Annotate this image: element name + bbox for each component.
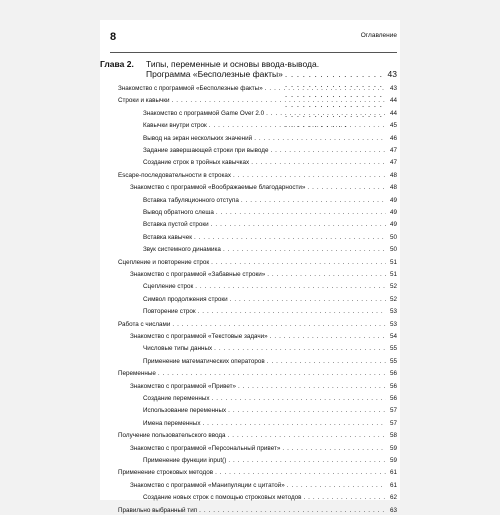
dot-leader (199, 506, 386, 515)
toc-entry (143, 456, 397, 465)
toc-entry-title: Звук системного динамика (143, 246, 221, 254)
toc-entry-title: Знакомство с программой Game Over 2.0 (143, 109, 265, 117)
toc-entry-title: Escape-последовательности в строках (118, 171, 232, 179)
dot-leader (251, 158, 386, 167)
toc-entry-page: 49 (389, 196, 397, 204)
dot-leader (202, 419, 386, 428)
toc-entry (143, 282, 397, 291)
dot-leader (228, 431, 386, 440)
toc-entry (130, 444, 397, 453)
toc-entry (143, 220, 397, 229)
toc-entry (130, 270, 397, 279)
toc-entry (118, 96, 397, 105)
toc-entry-page: 47 (389, 147, 397, 154)
dot-leader (267, 270, 386, 279)
toc-entry-page: 53 (389, 308, 397, 316)
dot-leader (214, 344, 386, 353)
toc-entry-page: 53 (389, 320, 397, 328)
book-page (100, 20, 400, 514)
dot-leader (303, 493, 386, 502)
dot-leader (233, 171, 386, 180)
toc-entry-title: Числовые типы данных (143, 345, 213, 353)
toc-entry-page: 56 (389, 382, 397, 390)
toc-entry-page: 59 (389, 457, 397, 464)
toc-entry-title: Знакомство с программой «Привет» (130, 382, 237, 390)
toc-entry-page: 47 (389, 159, 397, 167)
dot-leader (209, 121, 386, 130)
toc-entry-page: 48 (389, 171, 397, 179)
toc-entry-page: 44 (389, 109, 397, 117)
toc-entry-page: 51 (389, 258, 397, 266)
toc-entry (130, 382, 397, 391)
toc-entry-page: 49 (389, 221, 397, 229)
toc-entry-title: Вставка кавычек (143, 233, 192, 241)
toc-entry (130, 183, 397, 192)
toc-entry-title: Символ продолжения строки (143, 295, 228, 303)
toc-entry-page: 62 (389, 494, 397, 502)
dot-leader (270, 332, 386, 341)
toc-entry (143, 245, 397, 254)
toc-entry-title: Создание строк в тройных кавычках (143, 159, 250, 167)
toc-entry-title: Знакомство с программой «Манипуляции с цитатой» (130, 481, 285, 489)
dot-leader (198, 307, 386, 316)
toc-entry-page: 44 (389, 97, 397, 105)
toc-entry-title: Вывод обратного слеша (143, 209, 214, 216)
dot-leader (194, 233, 386, 242)
dot-leader (287, 481, 386, 490)
toc-entry (130, 481, 397, 490)
toc-entry (143, 406, 397, 415)
toc-entry-title: Применение функции input() (143, 457, 227, 464)
toc-entry-page: 56 (389, 395, 397, 402)
dot-leader (238, 382, 386, 391)
dot-leader (215, 468, 386, 477)
toc-entry-page: 49 (389, 209, 397, 216)
toc-entry-title: Создание переменных (143, 395, 210, 402)
dot-leader (158, 369, 386, 378)
toc-entry-title: Повторение строк (143, 308, 196, 316)
toc-entry-title: Знакомство с программой «Персональный привет» (130, 444, 281, 452)
toc-entry (143, 146, 397, 155)
dot-leader (216, 208, 386, 217)
toc-entry (118, 431, 397, 440)
dot-leader (228, 406, 386, 415)
toc-entry-page: 52 (389, 283, 397, 291)
toc-entry-title: Работа с числами (118, 320, 171, 328)
dot-leader (254, 134, 386, 143)
toc-entry-title: Вывод на экран нескольких значений (143, 134, 253, 142)
toc-entry-title: Знакомство с программой «Забавные строки» (130, 271, 266, 278)
dot-leader (212, 394, 386, 403)
toc-entry (118, 320, 397, 329)
toc-entry-title: Строки и кавычки (118, 97, 170, 105)
dot-leader (270, 146, 386, 155)
toc-entry-page: 57 (389, 419, 397, 427)
toc-entry-title: Задание завершающей строки при выводе (143, 147, 269, 154)
toc-entry-title: Получение пользовательского ввода (118, 432, 226, 440)
toc-entry (118, 369, 397, 378)
toc-entry (143, 344, 397, 353)
dot-leader (172, 320, 386, 329)
toc-entry (143, 196, 397, 205)
toc-entry-page: 55 (389, 345, 397, 353)
toc-entry-page: 61 (389, 481, 397, 489)
toc-entry-page: 56 (389, 370, 397, 378)
toc-entry-title: Знакомство с программой «Воображаемые благодарности» (130, 184, 306, 192)
toc-entry (143, 109, 397, 118)
toc-entry-title: Вставка пустой строки (143, 221, 209, 229)
chapter-title: Типы, переменные и основы ввода-вывода. (146, 59, 320, 69)
toc-entry-page: 57 (389, 407, 397, 415)
toc-entry (143, 121, 397, 130)
toc-entry-title: Сцепление и повторение строк (118, 258, 210, 266)
toc-entry-title: Вставка табуляционного отступа (143, 196, 239, 204)
toc-entry-page: 63 (389, 506, 397, 514)
toc-entry-title: Использование переменных (143, 407, 227, 415)
toc-entry-title: Создание новых строк с помощью строковых методов (143, 494, 302, 502)
toc-entry (118, 468, 397, 477)
toc-entry (143, 158, 397, 167)
toc-entry-page: 52 (389, 295, 397, 303)
dot-leader (266, 109, 386, 118)
dot-leader (211, 220, 386, 229)
toc-entry-page: 43 (389, 85, 397, 92)
toc-entry-page: 46 (389, 134, 397, 142)
toc-entry-page: 54 (389, 333, 397, 340)
chapter-subtitle: Программа «Бесполезные факты» (146, 69, 283, 79)
dot-leader (282, 444, 386, 453)
toc-entry (118, 506, 397, 515)
toc-entry (143, 493, 397, 502)
toc-entry-title: Кавычки внутри строк (143, 122, 207, 130)
toc-entry-title: Знакомство с программой «Бесполезные факты» (118, 85, 263, 92)
toc-entry (118, 258, 397, 267)
chapter-label: Глава 2. (100, 59, 134, 69)
dot-leader (230, 295, 386, 304)
dot-leader (223, 245, 386, 254)
dot-leader (211, 258, 386, 267)
page-number: 8 (110, 31, 117, 43)
toc-entry (143, 134, 397, 143)
toc-entry-title: Правильно выбранный тип (118, 506, 198, 514)
toc-entry (143, 419, 397, 428)
toc-entry-title: Применение строковых методов (118, 469, 214, 477)
toc-entry-page: 50 (389, 246, 397, 254)
header-rule (110, 52, 397, 53)
dot-leader (265, 84, 386, 93)
running-title: Оглавление (360, 32, 397, 39)
dot-leader (267, 357, 386, 366)
toc-entry-title: Применение математических операторов (143, 357, 265, 365)
toc-entry-page: 61 (389, 469, 397, 477)
dot-leader (195, 282, 386, 291)
toc-entry-page: 45 (389, 122, 397, 130)
toc-entry (118, 171, 397, 180)
toc-entry (143, 357, 397, 366)
toc-entry (118, 84, 397, 93)
toc-entry (130, 332, 397, 341)
toc-entry-page: 58 (389, 432, 397, 440)
toc-entry-page: 55 (389, 357, 397, 365)
toc-entry (143, 394, 397, 403)
toc-entry-page: 51 (389, 271, 397, 278)
toc-entry (143, 295, 397, 304)
chapter-page: 43 (387, 69, 397, 79)
toc-entry-title: Имена переменных (143, 419, 201, 427)
toc-entry-title: Сцепление строк (143, 283, 194, 291)
dot-leader (228, 456, 386, 465)
toc-entry (143, 208, 397, 217)
dot-leader (172, 96, 386, 105)
dot-leader (241, 196, 386, 205)
toc-entry-page: 50 (389, 233, 397, 241)
toc-entry-page: 48 (389, 184, 397, 192)
toc-entry (143, 307, 397, 316)
toc-entry-page: 59 (389, 444, 397, 452)
toc-entry (143, 233, 397, 242)
dot-leader (307, 183, 386, 192)
toc-entry-title: Переменные (118, 370, 156, 378)
page-header (100, 31, 400, 45)
toc-entry-title: Знакомство с программой «Текстовые задачи» (130, 333, 268, 340)
